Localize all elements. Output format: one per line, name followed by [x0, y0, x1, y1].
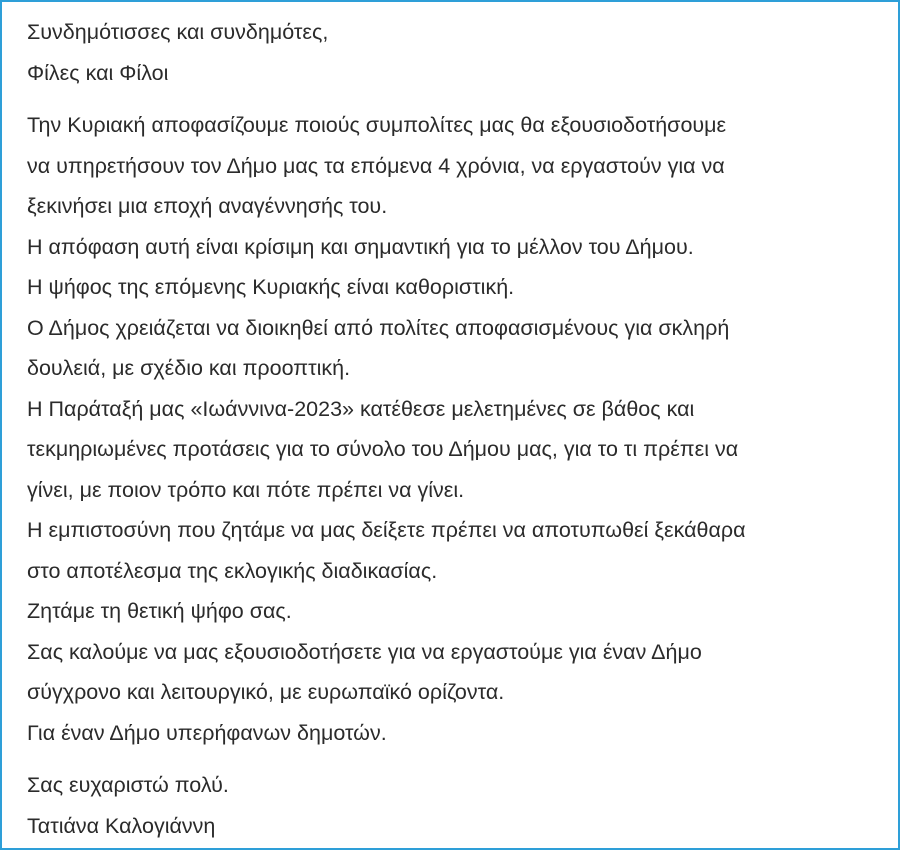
body-section	[27, 105, 887, 753]
closing-thanks: Σας ευχαριστώ πολύ.	[27, 773, 229, 797]
signature-name: Τατιάνα Καλογιάννη	[27, 813, 216, 838]
body-line: Ο Δήμος χρειάζεται να διοικηθεί από πολίτες αποφασισμένους για σκληρή	[27, 315, 730, 340]
greeting-line: Συνδημότισσες και συνδημότες,	[27, 20, 329, 44]
body-line: τεκμηριωμένες προτάσεις για το σύνολο του Δήμου μας, για το τι πρέπει να	[27, 437, 739, 461]
greeting-section	[27, 12, 887, 93]
closing-section	[27, 765, 887, 846]
body-line: ξεκινήσει μια εποχή αναγέννησής του.	[27, 194, 388, 218]
body-line: Η εμπιστοσύνη που ζητάμε να μας δείξετε πρέπει να αποτυπωθεί ξεκάθαρα	[27, 518, 746, 542]
body-line: στο αποτέλεσμα της εκλογικής διαδικασίας.	[27, 558, 438, 583]
paragraph-gap	[27, 753, 887, 765]
body-line: Ζητάμε τη θετική ψήφο σας.	[27, 599, 292, 623]
greeting-line: Φίλες και Φίλοι	[27, 60, 169, 85]
body-line: Η Παράταξή μας «Ιωάννινα-2023» κατέθεσε μελετημένες σε βάθος και	[27, 396, 695, 421]
body-line: Η ψήφος της επόμενης Κυριακής είναι καθοριστική.	[27, 275, 515, 299]
body-line: Την Κυριακή αποφασίζουμε ποιούς συμπολίτες μας θα εξουσιοδοτήσουμε	[27, 113, 727, 137]
body-line: να υπηρετήσουν τον Δήμο μας τα επόμενα 4 χρόνια, να εργαστούν για να	[27, 153, 725, 178]
paragraph-gap	[27, 93, 887, 105]
body-line: Σας καλούμε να μας εξουσιοδοτήσετε για να εργαστούμε για έναν Δήμο	[27, 639, 702, 664]
body-line: γίνει, με ποιον τρόπο και πότε πρέπει να γίνει.	[27, 477, 465, 502]
body-line: δουλειά, με σχέδιο και προοπτική.	[27, 356, 351, 380]
letter-content	[27, 12, 887, 846]
body-line: σύγχρονο και λειτουργικό, με ευρωπαϊκό ορίζοντα.	[27, 680, 505, 704]
body-line: Η απόφαση αυτή είναι κρίσιμη και σημαντική για το μέλλον του Δήμου.	[27, 234, 694, 259]
body-line: Για έναν Δήμο υπερήφανων δημοτών.	[27, 720, 387, 745]
